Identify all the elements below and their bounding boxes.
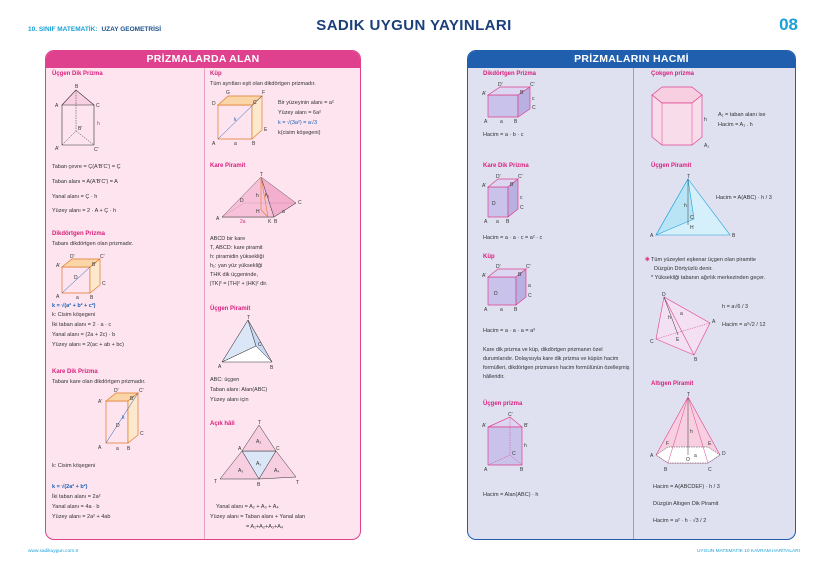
svg-text:D': D' [114, 388, 119, 394]
r-ap-formula: Hacim = A(ABCDEF) · h / 3 [653, 484, 720, 490]
svg-text:h: h [684, 203, 687, 209]
svg-text:C: C [298, 200, 302, 206]
svg-text:h₁: h₁ [265, 193, 270, 199]
publisher-title: SADIK UYGUN YAYINLARI [316, 17, 512, 34]
cube-figure [212, 91, 272, 151]
svg-text:D: D [74, 275, 78, 281]
svg-text:B: B [252, 141, 256, 147]
svg-text:B: B [694, 357, 698, 363]
header-subject: 10. SINIF MATEMATİK: UZAY GEOMETRİSİ [28, 26, 162, 33]
r-polygonal-prism-figure [652, 81, 712, 147]
svg-text:h: h [668, 315, 671, 321]
svg-text:B': B' [524, 423, 529, 429]
svg-text:C: C [140, 431, 144, 437]
svg-text:A: A [55, 103, 59, 109]
svg-text:C': C' [100, 254, 105, 260]
svg-text:H: H [690, 225, 694, 231]
kdp-k-desc: k: Cisim köşegeni [52, 463, 96, 469]
r-ap-name: Düzgün Altıgen Dik Piramit [653, 501, 719, 507]
dp-line-0: k: Cisim köşegeni [52, 312, 96, 318]
left-panel-title: PRİZMALARDA ALAN [46, 51, 360, 68]
svg-text:T: T [687, 392, 691, 398]
r-dd-note1: ✱ Tüm yüzeyleri eşkenar üçgen olan piramite [645, 257, 756, 263]
r-dd-term-line: Düzgün Dörtyüzlü denir. [654, 266, 713, 272]
svg-text:C': C' [526, 264, 531, 270]
r-kdp-formula: Hacim = a · a · c = a² · c [483, 235, 543, 241]
svg-text:A: A [484, 119, 488, 125]
svg-text:A: A [212, 141, 216, 147]
kp-line-1: T, ABCD: kare piramit [210, 245, 263, 251]
svg-text:A: A [484, 219, 488, 225]
svg-text:B: B [506, 219, 510, 225]
svg-text:B': B' [520, 90, 525, 96]
svg-text:A: A [650, 233, 654, 239]
svg-text:a: a [680, 311, 683, 317]
svg-text:A': A' [56, 263, 61, 269]
kdp-desc: Tabanı kare olan dikdörtgen prizmadır. [52, 379, 146, 385]
svg-text:C: C [276, 446, 280, 452]
svg-text:A: A [216, 216, 220, 222]
right-panel-title: PRİZMALARIN HACMİ [468, 51, 795, 68]
svg-text:A₄: A₄ [274, 468, 280, 474]
svg-text:a: a [234, 141, 237, 147]
ah-line-0: Yanal alanı = A₂ + A₃ + A₄ [216, 504, 279, 510]
svg-text:a: a [694, 453, 697, 459]
svg-text:B': B' [510, 182, 515, 188]
svg-text:D: D [116, 423, 120, 429]
svg-text:B: B [520, 467, 524, 473]
svg-text:C: C [102, 281, 106, 287]
udp-line-3: Yüzey alanı = 2 · A + Ç · h [52, 208, 117, 214]
svg-text:T: T [247, 315, 251, 321]
svg-text:a: a [282, 209, 285, 215]
svg-text:B: B [90, 295, 94, 301]
svg-text:a: a [116, 446, 119, 452]
acik-hali-title: Açık hâli [210, 421, 235, 427]
kup-line-1: Yüzey alanı = 6a² [278, 110, 321, 116]
svg-text:B': B' [78, 126, 83, 132]
svg-text:B': B' [92, 262, 97, 268]
r-hexagonal-pyramid-figure [650, 392, 726, 473]
ucgen-dik-prizma-title: Üçgen Dik Prizma [52, 71, 103, 77]
r-altigen-piramit-title: Altıgen Piramit [651, 381, 694, 387]
up-line-0: ABC: üçgen [210, 377, 240, 383]
svg-text:D: D [494, 291, 498, 297]
svg-text:C: C [253, 100, 257, 106]
r-triangular-pyramid-figure [650, 174, 736, 241]
kp-line-0: ABCD bir kare [210, 236, 246, 242]
svg-text:E: E [264, 127, 268, 133]
svg-text:C': C' [530, 82, 535, 88]
svg-text:A: A [484, 307, 488, 313]
kup-line-0: Bir yüzeyinin alanı = a² [278, 100, 334, 106]
ah-line-2: = A₁+A₂+A₃+A₄ [246, 524, 284, 530]
r-cube-figure [484, 265, 544, 315]
svg-text:C': C' [94, 147, 99, 153]
svg-text:K: K [268, 219, 272, 225]
svg-text:C: C [520, 205, 524, 211]
svg-text:C: C [528, 293, 532, 299]
svg-text:a: a [76, 295, 79, 301]
r-ap-formula2: Hacim = a² · h · √3 / 2 [653, 518, 707, 524]
dikdortgen-prizma-title: Dikdörtgen Prizma [52, 231, 106, 237]
svg-text:A': A' [482, 273, 487, 279]
svg-text:B: B [514, 307, 518, 313]
rectangular-prism-figure [54, 253, 114, 301]
svg-text:C: C [258, 342, 262, 348]
svg-text:D: D [492, 201, 496, 207]
svg-text:A: A [218, 364, 222, 370]
up-line-1: Taban alanı: Alan(ABC) [210, 387, 268, 393]
r-kup-formula: Hacim = a · a · a = a³ [483, 328, 535, 334]
kp-line-4: THK dik üçgeninde, [210, 272, 258, 278]
r-upr-formula: Hacim = A(ABC) · h / 3 [716, 195, 772, 201]
r-square-prism-figure [484, 175, 544, 225]
svg-text:h: h [524, 443, 527, 449]
svg-text:A': A' [55, 146, 60, 152]
svg-text:O: O [686, 457, 690, 463]
page-number: 08 [779, 15, 798, 34]
r-tetrahedron-figure [650, 292, 720, 363]
svg-text:2a: 2a [240, 219, 246, 225]
dp-line-1: İki taban alanı = 2 · a · c [52, 322, 112, 328]
svg-text:A₁: A₁ [256, 461, 262, 467]
svg-text:h: h [704, 117, 707, 123]
right-panel [467, 50, 796, 540]
r-kup-note: Kare dik prizma ve küp, dikdörtgen prizmanın özel durumlarıdır. Dolayısıyla kare dik prizma ve küpün hacim formülleri, dikdörtgen prizmanın hacim formülünün özelleşmiş hâlleridir. [483, 347, 630, 380]
ucgen-piramit-title: Üçgen Piramit [210, 306, 251, 312]
svg-text:a: a [528, 283, 531, 289]
dp-line-3: Yüzey alanı = 2(ac + ab + bc) [52, 342, 125, 348]
square-prism-figure [96, 389, 156, 451]
svg-text:E: E [708, 441, 712, 447]
r-up-formula: Hacim = Alan(ABC) · h [483, 492, 539, 498]
svg-text:A₁: A₁ [704, 143, 710, 149]
svg-text:B: B [270, 365, 274, 371]
svg-text:C: C [512, 451, 516, 457]
svg-text:B: B [514, 119, 518, 125]
svg-text:C: C [96, 103, 100, 109]
dp-formula: k = √(a² + b² + c²) [52, 303, 96, 309]
svg-text:h: h [256, 193, 259, 199]
triangular-pyramid-figure [218, 316, 278, 372]
svg-text:h: h [690, 429, 693, 435]
svg-text:A: A [56, 294, 60, 300]
triangular-prism-figure [54, 83, 114, 153]
footer-series: UYGUN MATEMATİK 10 KAVRAM HARİTALARI [696, 549, 800, 554]
svg-text:k: k [234, 117, 237, 123]
udp-line-0: Taban çevre = Ç(A'B'C') = Ç [52, 164, 121, 170]
svg-text:F: F [666, 441, 670, 447]
svg-text:T: T [687, 174, 691, 180]
r-dd-v: Hacim = a³√2 / 12 [722, 322, 766, 328]
kup-desc: Tüm ayrıtları eşit olan dikdörtgen prizmadır. [210, 81, 316, 87]
svg-text:a: a [496, 219, 499, 225]
udp-line-1: Taban alanı = A(A'B'C') = A [52, 179, 118, 185]
svg-text:B: B [732, 233, 736, 239]
svg-text:A: A [484, 467, 488, 473]
dp-line-2: Yanal alanı = (2a + 2c) · b [52, 332, 116, 338]
svg-text:G: G [226, 90, 230, 96]
r-rectangular-prism-figure [484, 83, 544, 127]
svg-text:A': A' [482, 183, 487, 189]
udp-line-2: Yanal alanı = Ç · h [52, 194, 98, 200]
kup-line-3: k(cisim köşegeni) [278, 130, 321, 136]
square-pyramid-figure [216, 173, 306, 231]
svg-text:A': A' [482, 423, 487, 429]
r-cp-line-1: Hacim = A₁ . h [718, 122, 753, 128]
svg-text:B: B [664, 467, 668, 473]
svg-text:H: H [256, 209, 260, 215]
r-cp-line-0: A₁ = taban alanı ise [718, 112, 766, 118]
r-dp-formula: Hacim = a · b · c [483, 132, 524, 138]
svg-text:D: D [240, 198, 244, 204]
kdp-line-1: Yanal alanı = 4a · b [52, 504, 100, 510]
svg-text:A₂: A₂ [256, 439, 262, 445]
kare-dik-prizma-title: Kare Dik Prizma [52, 369, 98, 375]
svg-text:c: c [532, 96, 535, 102]
svg-text:D': D' [70, 254, 75, 260]
r-ucgen-piramit-title: Üçgen Piramit [651, 163, 692, 169]
kp-line-5: |TK|² = |TH|² + |HK|² dir. [210, 281, 268, 287]
svg-text:C': C' [518, 174, 523, 180]
r-kare-dik-prizma-title: Kare Dik Prizma [483, 163, 529, 169]
svg-text:A: A [650, 453, 654, 459]
kdp-line-2: Yüzey alanı = 2a² + 4ab [52, 514, 111, 520]
svg-text:C: C [690, 215, 694, 221]
r-kup-title: Küp [483, 254, 495, 260]
svg-text:C: C [532, 105, 536, 111]
svg-text:D: D [722, 451, 726, 457]
svg-text:B: B [75, 84, 79, 90]
svg-text:F: F [262, 90, 266, 96]
svg-text:C': C' [508, 412, 513, 418]
left-panel [45, 50, 361, 540]
svg-text:D': D' [498, 82, 503, 88]
kup-line-2: k = √(3a²) = a√3 [278, 120, 318, 126]
ah-line-1: Yüzey alanı = Taban alanı + Yanal alan [210, 514, 306, 520]
svg-text:D: D [662, 292, 666, 298]
svg-text:C: C [708, 467, 712, 473]
up-line-2: Yüzey alanı için [210, 397, 249, 403]
kdp-formula: k = √(2a² + b²) [52, 484, 88, 490]
svg-text:A: A [238, 446, 242, 452]
r-cokgen-prizma-title: Çokgen prizma [651, 71, 695, 77]
r-ucgen-prizma-title: Üçgen prizma [483, 401, 523, 407]
svg-text:k: k [122, 415, 125, 421]
svg-text:E: E [676, 337, 680, 343]
kdp-line-0: İki taban alanı = 2a² [52, 494, 101, 500]
svg-text:D: D [212, 101, 216, 107]
svg-text:A': A' [98, 399, 103, 405]
svg-text:D': D' [496, 264, 501, 270]
svg-text:T: T [258, 420, 262, 426]
svg-text:B': B' [130, 396, 135, 402]
svg-text:B: B [127, 446, 131, 452]
svg-text:A': A' [482, 91, 487, 97]
svg-text:B: B [257, 482, 261, 488]
kup-title: Küp [210, 71, 222, 77]
svg-text:T: T [296, 480, 300, 486]
footer-website: www.sadikuygun.com.tr [28, 549, 79, 554]
svg-text:A: A [98, 445, 102, 451]
kp-line-3: h₁: yan yüz yüksekliği [210, 263, 263, 269]
svg-text:D': D' [496, 174, 501, 180]
r-triangular-prism-figure [484, 413, 544, 473]
dp-desc: Tabanı dikdörtgen olan prizmadır. [52, 241, 134, 247]
svg-text:B': B' [518, 272, 523, 278]
svg-text:B: B [274, 219, 278, 225]
svg-text:a: a [500, 119, 503, 125]
svg-text:A₃: A₃ [238, 468, 244, 474]
kp-line-2: h: piramidin yüksekliği [210, 254, 264, 260]
r-dd-h: h = a√6 / 3 [722, 304, 749, 310]
svg-text:c: c [520, 195, 523, 201]
svg-text:T: T [214, 479, 218, 485]
svg-text:C': C' [139, 388, 144, 394]
svg-text:C: C [650, 339, 654, 345]
r-dikdortgen-prizma-title: Dikdörtgen Prizma [483, 71, 537, 77]
svg-text:a: a [500, 307, 503, 313]
svg-text:A: A [712, 319, 716, 325]
svg-text:h: h [97, 121, 100, 127]
r-dd-note2: * Yüksekliği tabanın ağırlık merkezinden geçer. [651, 275, 766, 281]
kare-piramit-title: Kare Piramit [210, 163, 246, 169]
svg-text:T: T [260, 172, 264, 178]
